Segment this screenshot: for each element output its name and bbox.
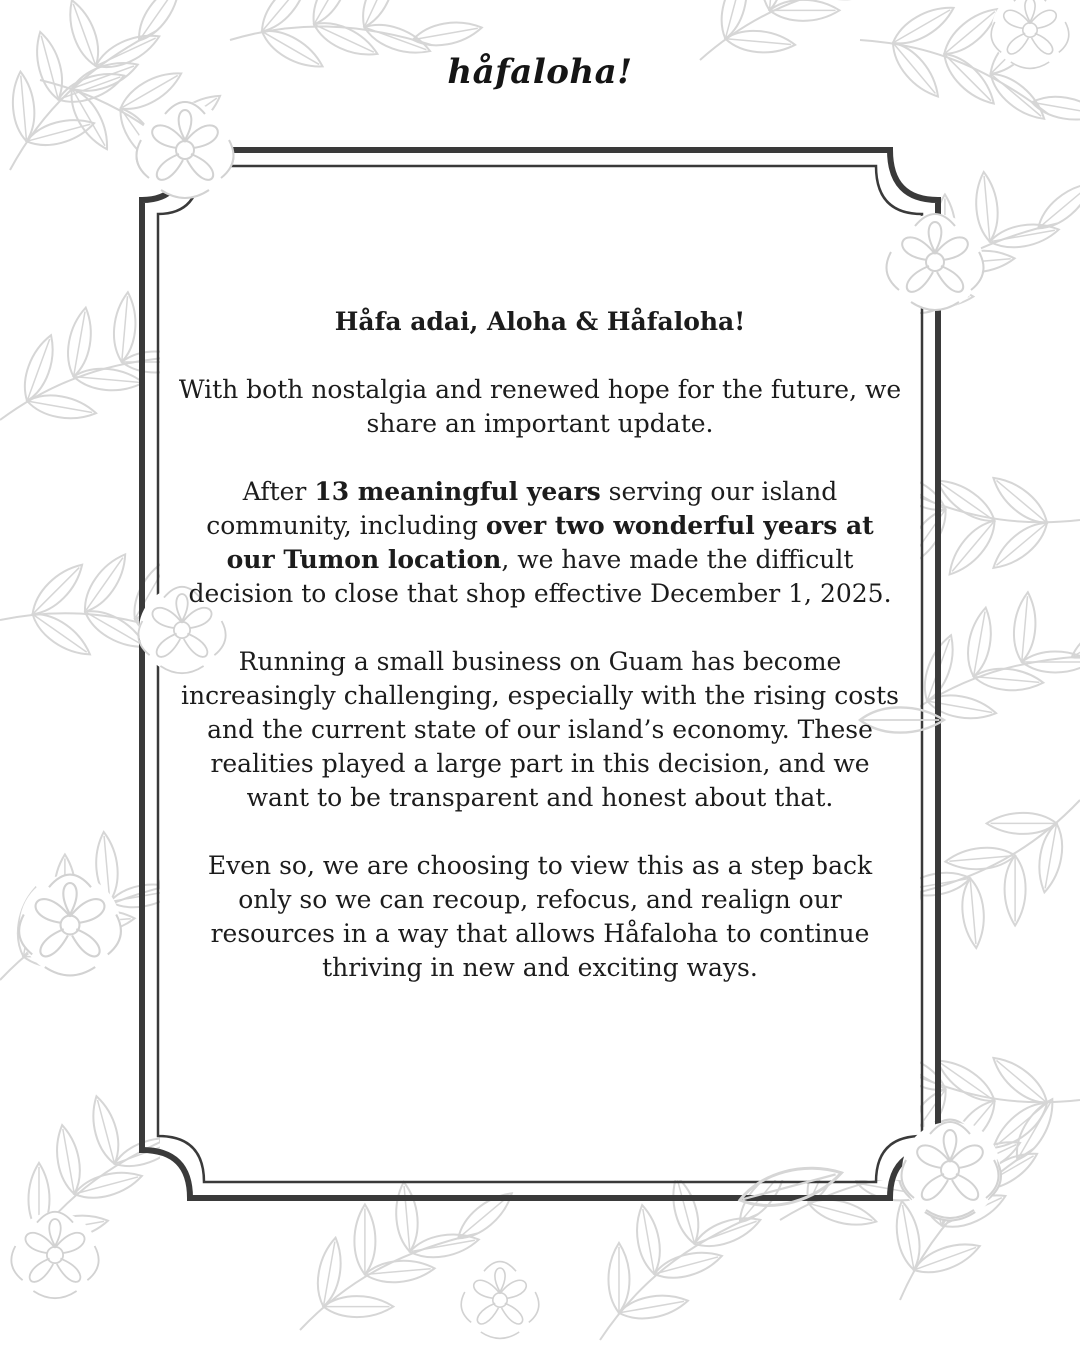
paragraph-3: Running a small business on Guam has become increasingly challenging, especially with the rising costs and the current state of our island’s economy. These realities played a large part in this decision, and we want to be transparent and honest about that. [181,647,899,812]
announcement-text [178,305,902,1019]
brand-logo: håfaloha! [447,52,633,92]
paragraph-1: With both nostalgia and renewed hope for the future, we share an important update. [178,375,902,438]
paragraph-4: Even so, we are choosing to view this as a step back only so we can recoup, refocus, and realign our resources in a way that allows Håfaloha to continue thriving in new and exciting ways. [207,851,873,982]
highlight-tumon: over two wonderful years at our Tumon location [226,511,874,574]
highlight-years: 13 meaningful years [314,477,601,506]
greeting: Håfa adai, Aloha & Håfaloha! [334,307,746,336]
paragraph-2: After 13 meaningful years serving our island community, including over two wonderful years at our Tumon location, we have made the difficult decision to close that shop effective December 1, 2025. [188,477,892,608]
